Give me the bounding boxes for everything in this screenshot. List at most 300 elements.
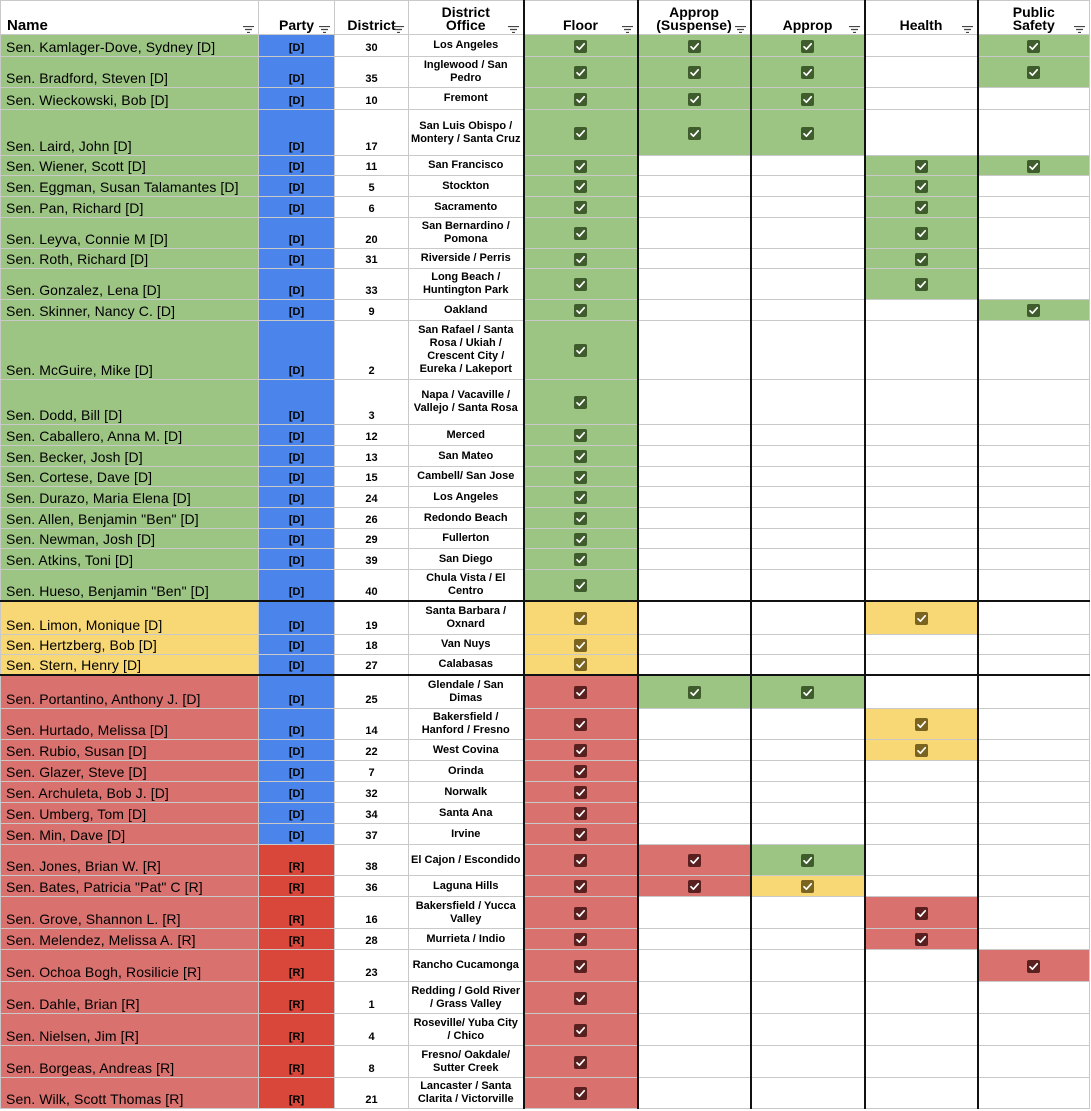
cell-approp-suspense[interactable] bbox=[638, 269, 751, 300]
cell-approp-suspense[interactable] bbox=[638, 709, 751, 740]
cell-party[interactable]: [D] bbox=[259, 425, 335, 446]
cell-approp[interactable] bbox=[751, 950, 865, 982]
cell-district[interactable]: 6 bbox=[335, 197, 409, 218]
cell-floor[interactable] bbox=[524, 876, 638, 897]
filter-icon[interactable] bbox=[962, 22, 973, 29]
cell-party[interactable]: [R] bbox=[259, 929, 335, 950]
cell-party[interactable]: [D] bbox=[259, 380, 335, 425]
cell-name[interactable]: Sen. Dahle, Brian [R] bbox=[1, 982, 259, 1014]
cell-name[interactable]: Sen. Durazo, Maria Elena [D] bbox=[1, 487, 259, 508]
checkbox-checked-icon[interactable] bbox=[915, 160, 928, 173]
cell-public-safety[interactable] bbox=[978, 635, 1090, 655]
cell-public-safety[interactable] bbox=[978, 269, 1090, 300]
cell-health[interactable] bbox=[865, 57, 978, 88]
cell-floor[interactable] bbox=[524, 845, 638, 876]
cell-health[interactable] bbox=[865, 176, 978, 197]
cell-approp-suspense[interactable] bbox=[638, 446, 751, 467]
cell-party[interactable]: [D] bbox=[259, 110, 335, 156]
cell-party[interactable]: [R] bbox=[259, 950, 335, 982]
cell-floor[interactable] bbox=[524, 321, 638, 380]
cell-district-office[interactable]: Long Beach / Huntington Park bbox=[409, 269, 524, 300]
cell-public-safety[interactable] bbox=[978, 709, 1090, 740]
cell-approp-suspense[interactable] bbox=[638, 1078, 751, 1109]
cell-public-safety[interactable] bbox=[978, 982, 1090, 1014]
cell-public-safety[interactable] bbox=[978, 35, 1090, 57]
cell-district-office[interactable]: El Cajon / Escondido bbox=[409, 845, 524, 876]
cell-health[interactable] bbox=[865, 467, 978, 487]
cell-district[interactable]: 2 bbox=[335, 321, 409, 380]
cell-floor[interactable] bbox=[524, 740, 638, 761]
cell-public-safety[interactable] bbox=[978, 1046, 1090, 1078]
cell-party[interactable]: [D] bbox=[259, 803, 335, 824]
cell-public-safety[interactable] bbox=[978, 897, 1090, 929]
cell-name[interactable]: Sen. Laird, John [D] bbox=[1, 110, 259, 156]
cell-approp-suspense[interactable] bbox=[638, 57, 751, 88]
cell-district-office[interactable]: Riverside / Perris bbox=[409, 249, 524, 269]
cell-public-safety[interactable] bbox=[978, 761, 1090, 782]
cell-district[interactable]: 32 bbox=[335, 782, 409, 803]
cell-approp[interactable] bbox=[751, 110, 865, 156]
checkbox-checked-icon[interactable] bbox=[574, 253, 587, 266]
cell-public-safety[interactable] bbox=[978, 508, 1090, 529]
cell-public-safety[interactable] bbox=[978, 529, 1090, 549]
cell-name[interactable]: Sen. Gonzalez, Lena [D] bbox=[1, 269, 259, 300]
cell-floor[interactable] bbox=[524, 709, 638, 740]
column-header-floor[interactable] bbox=[524, 1, 638, 35]
cell-party[interactable]: [R] bbox=[259, 982, 335, 1014]
checkbox-checked-icon[interactable] bbox=[688, 40, 701, 53]
cell-public-safety[interactable] bbox=[978, 740, 1090, 761]
cell-name[interactable]: Sen. Hurtado, Melissa [D] bbox=[1, 709, 259, 740]
cell-party[interactable]: [D] bbox=[259, 57, 335, 88]
cell-district-office[interactable]: Murrieta / Indio bbox=[409, 929, 524, 950]
cell-floor[interactable] bbox=[524, 156, 638, 176]
checkbox-checked-icon[interactable] bbox=[574, 201, 587, 214]
cell-district[interactable]: 3 bbox=[335, 380, 409, 425]
cell-party[interactable]: [R] bbox=[259, 876, 335, 897]
cell-approp-suspense[interactable] bbox=[638, 876, 751, 897]
cell-district[interactable]: 34 bbox=[335, 803, 409, 824]
cell-approp[interactable] bbox=[751, 529, 865, 549]
cell-name[interactable]: Sen. Portantino, Anthony J. [D] bbox=[1, 675, 259, 709]
cell-name[interactable]: Sen. Dodd, Bill [D] bbox=[1, 380, 259, 425]
cell-district-office[interactable]: Sacramento bbox=[409, 197, 524, 218]
cell-health[interactable] bbox=[865, 321, 978, 380]
checkbox-checked-icon[interactable] bbox=[1027, 960, 1040, 973]
cell-approp[interactable] bbox=[751, 824, 865, 845]
cell-name[interactable]: Sen. Wieckowski, Bob [D] bbox=[1, 88, 259, 110]
cell-district[interactable]: 20 bbox=[335, 218, 409, 249]
cell-floor[interactable] bbox=[524, 467, 638, 487]
cell-name[interactable]: Sen. McGuire, Mike [D] bbox=[1, 321, 259, 380]
checkbox-checked-icon[interactable] bbox=[574, 450, 587, 463]
cell-district[interactable]: 40 bbox=[335, 570, 409, 601]
filter-icon[interactable] bbox=[1074, 22, 1085, 29]
column-header-approp-suspense[interactable] bbox=[638, 1, 751, 35]
cell-district-office[interactable]: Merced bbox=[409, 425, 524, 446]
cell-health[interactable] bbox=[865, 950, 978, 982]
cell-public-safety[interactable] bbox=[978, 218, 1090, 249]
cell-name[interactable]: Sen. Pan, Richard [D] bbox=[1, 197, 259, 218]
cell-approp[interactable] bbox=[751, 782, 865, 803]
cell-public-safety[interactable] bbox=[978, 1014, 1090, 1046]
cell-party[interactable]: [R] bbox=[259, 1014, 335, 1046]
cell-approp[interactable] bbox=[751, 269, 865, 300]
cell-district-office[interactable]: Stockton bbox=[409, 176, 524, 197]
checkbox-checked-icon[interactable] bbox=[801, 93, 814, 106]
cell-health[interactable] bbox=[865, 761, 978, 782]
cell-floor[interactable] bbox=[524, 950, 638, 982]
cell-party[interactable]: [D] bbox=[259, 35, 335, 57]
checkbox-checked-icon[interactable] bbox=[688, 93, 701, 106]
cell-approp[interactable] bbox=[751, 57, 865, 88]
cell-health[interactable] bbox=[865, 425, 978, 446]
checkbox-checked-icon[interactable] bbox=[574, 686, 587, 699]
cell-approp-suspense[interactable] bbox=[638, 782, 751, 803]
cell-district-office[interactable]: Bakersfield / Hanford / Fresno bbox=[409, 709, 524, 740]
cell-approp-suspense[interactable] bbox=[638, 529, 751, 549]
cell-party[interactable]: [D] bbox=[259, 321, 335, 380]
cell-district-office[interactable]: Redding / Gold River / Grass Valley bbox=[409, 982, 524, 1014]
filter-icon[interactable] bbox=[622, 22, 633, 29]
cell-health[interactable] bbox=[865, 709, 978, 740]
cell-approp[interactable] bbox=[751, 425, 865, 446]
cell-district[interactable]: 31 bbox=[335, 249, 409, 269]
cell-public-safety[interactable] bbox=[978, 380, 1090, 425]
cell-district-office[interactable]: Orinda bbox=[409, 761, 524, 782]
cell-name[interactable]: Sen. Kamlager-Dove, Sydney [D] bbox=[1, 35, 259, 57]
checkbox-checked-icon[interactable] bbox=[688, 686, 701, 699]
checkbox-checked-icon[interactable] bbox=[801, 880, 814, 893]
cell-name[interactable]: Sen. Atkins, Toni [D] bbox=[1, 549, 259, 570]
cell-name[interactable]: Sen. Hueso, Benjamin "Ben" [D] bbox=[1, 570, 259, 601]
checkbox-checked-icon[interactable] bbox=[1027, 304, 1040, 317]
cell-public-safety[interactable] bbox=[978, 467, 1090, 487]
cell-party[interactable]: [D] bbox=[259, 570, 335, 601]
cell-health[interactable] bbox=[865, 876, 978, 897]
cell-party[interactable]: [D] bbox=[259, 508, 335, 529]
cell-district-office[interactable]: Inglewood / San Pedro bbox=[409, 57, 524, 88]
cell-approp[interactable] bbox=[751, 467, 865, 487]
cell-approp-suspense[interactable] bbox=[638, 249, 751, 269]
cell-approp[interactable] bbox=[751, 845, 865, 876]
cell-district-office[interactable]: Fullerton bbox=[409, 529, 524, 549]
cell-approp[interactable] bbox=[751, 1046, 865, 1078]
cell-district[interactable]: 27 bbox=[335, 655, 409, 675]
checkbox-checked-icon[interactable] bbox=[915, 612, 928, 625]
cell-approp[interactable] bbox=[751, 982, 865, 1014]
cell-health[interactable] bbox=[865, 249, 978, 269]
cell-name[interactable]: Sen. Roth, Richard [D] bbox=[1, 249, 259, 269]
cell-approp-suspense[interactable] bbox=[638, 635, 751, 655]
cell-district-office[interactable]: Santa Barbara / Oxnard bbox=[409, 601, 524, 635]
cell-health[interactable] bbox=[865, 110, 978, 156]
filter-icon[interactable] bbox=[393, 22, 404, 29]
cell-district-office[interactable]: Cambell/ San Jose bbox=[409, 467, 524, 487]
cell-health[interactable] bbox=[865, 300, 978, 321]
column-header-name[interactable] bbox=[1, 1, 259, 35]
cell-district[interactable]: 17 bbox=[335, 110, 409, 156]
cell-approp[interactable] bbox=[751, 380, 865, 425]
cell-approp-suspense[interactable] bbox=[638, 467, 751, 487]
cell-approp-suspense[interactable] bbox=[638, 218, 751, 249]
cell-district[interactable]: 15 bbox=[335, 467, 409, 487]
cell-health[interactable] bbox=[865, 1078, 978, 1109]
cell-district[interactable]: 14 bbox=[335, 709, 409, 740]
cell-name[interactable]: Sen. Borgeas, Andreas [R] bbox=[1, 1046, 259, 1078]
cell-public-safety[interactable] bbox=[978, 249, 1090, 269]
checkbox-checked-icon[interactable] bbox=[1027, 160, 1040, 173]
cell-district[interactable]: 22 bbox=[335, 740, 409, 761]
checkbox-checked-icon[interactable] bbox=[574, 304, 587, 317]
cell-approp-suspense[interactable] bbox=[638, 655, 751, 675]
cell-public-safety[interactable] bbox=[978, 782, 1090, 803]
cell-party[interactable]: [D] bbox=[259, 156, 335, 176]
cell-approp-suspense[interactable] bbox=[638, 740, 751, 761]
checkbox-checked-icon[interactable] bbox=[1027, 40, 1040, 53]
checkbox-checked-icon[interactable] bbox=[574, 471, 587, 484]
checkbox-checked-icon[interactable] bbox=[801, 40, 814, 53]
cell-approp-suspense[interactable] bbox=[638, 380, 751, 425]
cell-party[interactable]: [D] bbox=[259, 249, 335, 269]
cell-floor[interactable] bbox=[524, 176, 638, 197]
cell-party[interactable]: [D] bbox=[259, 740, 335, 761]
cell-district[interactable]: 7 bbox=[335, 761, 409, 782]
cell-floor[interactable] bbox=[524, 570, 638, 601]
cell-party[interactable]: [D] bbox=[259, 675, 335, 709]
column-header-party[interactable] bbox=[259, 1, 335, 35]
cell-approp[interactable] bbox=[751, 218, 865, 249]
cell-floor[interactable] bbox=[524, 300, 638, 321]
cell-approp[interactable] bbox=[751, 897, 865, 929]
cell-district[interactable]: 37 bbox=[335, 824, 409, 845]
checkbox-checked-icon[interactable] bbox=[574, 658, 587, 671]
cell-approp[interactable] bbox=[751, 197, 865, 218]
checkbox-checked-icon[interactable] bbox=[574, 227, 587, 240]
cell-approp-suspense[interactable] bbox=[638, 803, 751, 824]
cell-public-safety[interactable] bbox=[978, 655, 1090, 675]
cell-district-office[interactable]: Van Nuys bbox=[409, 635, 524, 655]
cell-district[interactable]: 8 bbox=[335, 1046, 409, 1078]
cell-approp-suspense[interactable] bbox=[638, 321, 751, 380]
cell-district[interactable]: 1 bbox=[335, 982, 409, 1014]
cell-floor[interactable] bbox=[524, 675, 638, 709]
cell-name[interactable]: Sen. Min, Dave [D] bbox=[1, 824, 259, 845]
cell-district[interactable]: 25 bbox=[335, 675, 409, 709]
cell-approp[interactable] bbox=[751, 1078, 865, 1109]
cell-district-office[interactable]: Fresno/ Oakdale/ Sutter Creek bbox=[409, 1046, 524, 1078]
cell-party[interactable]: [D] bbox=[259, 269, 335, 300]
cell-health[interactable] bbox=[865, 529, 978, 549]
cell-name[interactable]: Sen. Caballero, Anna M. [D] bbox=[1, 425, 259, 446]
cell-floor[interactable] bbox=[524, 761, 638, 782]
cell-health[interactable] bbox=[865, 156, 978, 176]
checkbox-checked-icon[interactable] bbox=[801, 66, 814, 79]
cell-district[interactable]: 9 bbox=[335, 300, 409, 321]
cell-party[interactable]: [D] bbox=[259, 446, 335, 467]
cell-public-safety[interactable] bbox=[978, 803, 1090, 824]
cell-approp-suspense[interactable] bbox=[638, 35, 751, 57]
cell-health[interactable] bbox=[865, 508, 978, 529]
cell-name[interactable]: Sen. Ochoa Bogh, Rosilicie [R] bbox=[1, 950, 259, 982]
cell-floor[interactable] bbox=[524, 249, 638, 269]
checkbox-checked-icon[interactable] bbox=[574, 907, 587, 920]
cell-district[interactable]: 21 bbox=[335, 1078, 409, 1109]
checkbox-checked-icon[interactable] bbox=[801, 686, 814, 699]
cell-party[interactable]: [R] bbox=[259, 1046, 335, 1078]
checkbox-checked-icon[interactable] bbox=[688, 854, 701, 867]
cell-approp-suspense[interactable] bbox=[638, 508, 751, 529]
cell-floor[interactable] bbox=[524, 929, 638, 950]
cell-party[interactable]: [D] bbox=[259, 601, 335, 635]
cell-public-safety[interactable] bbox=[978, 487, 1090, 508]
cell-floor[interactable] bbox=[524, 88, 638, 110]
checkbox-checked-icon[interactable] bbox=[915, 933, 928, 946]
cell-public-safety[interactable] bbox=[978, 156, 1090, 176]
cell-public-safety[interactable] bbox=[978, 601, 1090, 635]
checkbox-checked-icon[interactable] bbox=[574, 512, 587, 525]
cell-public-safety[interactable] bbox=[978, 845, 1090, 876]
cell-floor[interactable] bbox=[524, 1046, 638, 1078]
cell-district-office[interactable]: Irvine bbox=[409, 824, 524, 845]
cell-approp[interactable] bbox=[751, 88, 865, 110]
cell-district[interactable]: 29 bbox=[335, 529, 409, 549]
cell-approp[interactable] bbox=[751, 803, 865, 824]
cell-district[interactable]: 11 bbox=[335, 156, 409, 176]
cell-health[interactable] bbox=[865, 570, 978, 601]
cell-name[interactable]: Sen. Becker, Josh [D] bbox=[1, 446, 259, 467]
cell-approp-suspense[interactable] bbox=[638, 845, 751, 876]
cell-floor[interactable] bbox=[524, 218, 638, 249]
cell-district-office[interactable]: Norwalk bbox=[409, 782, 524, 803]
cell-approp[interactable] bbox=[751, 655, 865, 675]
checkbox-checked-icon[interactable] bbox=[574, 93, 587, 106]
cell-approp[interactable] bbox=[751, 675, 865, 709]
cell-floor[interactable] bbox=[524, 269, 638, 300]
cell-party[interactable]: [R] bbox=[259, 845, 335, 876]
cell-district-office[interactable]: Bakersfield / Yucca Valley bbox=[409, 897, 524, 929]
cell-name[interactable]: Sen. Eggman, Susan Talamantes [D] bbox=[1, 176, 259, 197]
cell-name[interactable]: Sen. Limon, Monique [D] bbox=[1, 601, 259, 635]
checkbox-checked-icon[interactable] bbox=[1027, 66, 1040, 79]
checkbox-checked-icon[interactable] bbox=[574, 612, 587, 625]
cell-party[interactable]: [R] bbox=[259, 897, 335, 929]
cell-health[interactable] bbox=[865, 446, 978, 467]
cell-floor[interactable] bbox=[524, 35, 638, 57]
cell-approp-suspense[interactable] bbox=[638, 300, 751, 321]
cell-party[interactable]: [D] bbox=[259, 549, 335, 570]
cell-health[interactable] bbox=[865, 929, 978, 950]
cell-health[interactable] bbox=[865, 487, 978, 508]
cell-district[interactable]: 23 bbox=[335, 950, 409, 982]
cell-name[interactable]: Sen. Bates, Patricia "Pat" C [R] bbox=[1, 876, 259, 897]
checkbox-checked-icon[interactable] bbox=[915, 718, 928, 731]
cell-district-office[interactable]: Glendale / San Dimas bbox=[409, 675, 524, 709]
cell-district-office[interactable]: Rancho Cucamonga bbox=[409, 950, 524, 982]
cell-health[interactable] bbox=[865, 824, 978, 845]
checkbox-checked-icon[interactable] bbox=[574, 718, 587, 731]
checkbox-checked-icon[interactable] bbox=[574, 40, 587, 53]
checkbox-checked-icon[interactable] bbox=[915, 907, 928, 920]
cell-district[interactable]: 38 bbox=[335, 845, 409, 876]
cell-health[interactable] bbox=[865, 897, 978, 929]
cell-public-safety[interactable] bbox=[978, 824, 1090, 845]
checkbox-checked-icon[interactable] bbox=[574, 880, 587, 893]
filter-icon[interactable] bbox=[319, 22, 330, 29]
checkbox-checked-icon[interactable] bbox=[915, 278, 928, 291]
cell-floor[interactable] bbox=[524, 529, 638, 549]
cell-health[interactable] bbox=[865, 803, 978, 824]
checkbox-checked-icon[interactable] bbox=[574, 960, 587, 973]
cell-name[interactable]: Sen. Umberg, Tom [D] bbox=[1, 803, 259, 824]
cell-public-safety[interactable] bbox=[978, 57, 1090, 88]
cell-approp-suspense[interactable] bbox=[638, 929, 751, 950]
cell-approp-suspense[interactable] bbox=[638, 1046, 751, 1078]
cell-approp[interactable] bbox=[751, 929, 865, 950]
cell-floor[interactable] bbox=[524, 110, 638, 156]
cell-health[interactable] bbox=[865, 845, 978, 876]
checkbox-checked-icon[interactable] bbox=[574, 553, 587, 566]
cell-district-office[interactable]: San Francisco bbox=[409, 156, 524, 176]
column-header-district[interactable] bbox=[335, 1, 409, 35]
cell-public-safety[interactable] bbox=[978, 425, 1090, 446]
cell-approp-suspense[interactable] bbox=[638, 570, 751, 601]
cell-approp[interactable] bbox=[751, 876, 865, 897]
cell-approp-suspense[interactable] bbox=[638, 897, 751, 929]
cell-health[interactable] bbox=[865, 380, 978, 425]
checkbox-checked-icon[interactable] bbox=[801, 127, 814, 140]
cell-approp[interactable] bbox=[751, 249, 865, 269]
cell-district-office[interactable]: Los Angeles bbox=[409, 35, 524, 57]
cell-district-office[interactable]: Oakland bbox=[409, 300, 524, 321]
checkbox-checked-icon[interactable] bbox=[574, 66, 587, 79]
cell-district-office[interactable]: Calabasas bbox=[409, 655, 524, 675]
cell-public-safety[interactable] bbox=[978, 197, 1090, 218]
cell-approp[interactable] bbox=[751, 300, 865, 321]
cell-health[interactable] bbox=[865, 982, 978, 1014]
cell-approp-suspense[interactable] bbox=[638, 197, 751, 218]
cell-floor[interactable] bbox=[524, 1014, 638, 1046]
cell-name[interactable]: Sen. Grove, Shannon L. [R] bbox=[1, 897, 259, 929]
cell-public-safety[interactable] bbox=[978, 675, 1090, 709]
checkbox-checked-icon[interactable] bbox=[574, 1087, 587, 1100]
cell-party[interactable]: [D] bbox=[259, 824, 335, 845]
cell-health[interactable] bbox=[865, 601, 978, 635]
checkbox-checked-icon[interactable] bbox=[801, 854, 814, 867]
cell-district-office[interactable]: Fremont bbox=[409, 88, 524, 110]
cell-health[interactable] bbox=[865, 197, 978, 218]
cell-district[interactable]: 18 bbox=[335, 635, 409, 655]
cell-public-safety[interactable] bbox=[978, 88, 1090, 110]
cell-public-safety[interactable] bbox=[978, 1078, 1090, 1109]
checkbox-checked-icon[interactable] bbox=[574, 807, 587, 820]
cell-name[interactable]: Sen. Hertzberg, Bob [D] bbox=[1, 635, 259, 655]
cell-approp[interactable] bbox=[751, 508, 865, 529]
cell-approp[interactable] bbox=[751, 601, 865, 635]
cell-public-safety[interactable] bbox=[978, 570, 1090, 601]
cell-approp[interactable] bbox=[751, 740, 865, 761]
cell-district[interactable]: 30 bbox=[335, 35, 409, 57]
checkbox-checked-icon[interactable] bbox=[574, 579, 587, 592]
cell-district-office[interactable]: Roseville/ Yuba City / Chico bbox=[409, 1014, 524, 1046]
cell-health[interactable] bbox=[865, 88, 978, 110]
cell-name[interactable]: Sen. Wiener, Scott [D] bbox=[1, 156, 259, 176]
filter-icon[interactable] bbox=[849, 22, 860, 29]
cell-name[interactable]: Sen. Bradford, Steven [D] bbox=[1, 57, 259, 88]
cell-approp[interactable] bbox=[751, 156, 865, 176]
cell-party[interactable]: [D] bbox=[259, 782, 335, 803]
cell-district-office[interactable]: West Covina bbox=[409, 740, 524, 761]
